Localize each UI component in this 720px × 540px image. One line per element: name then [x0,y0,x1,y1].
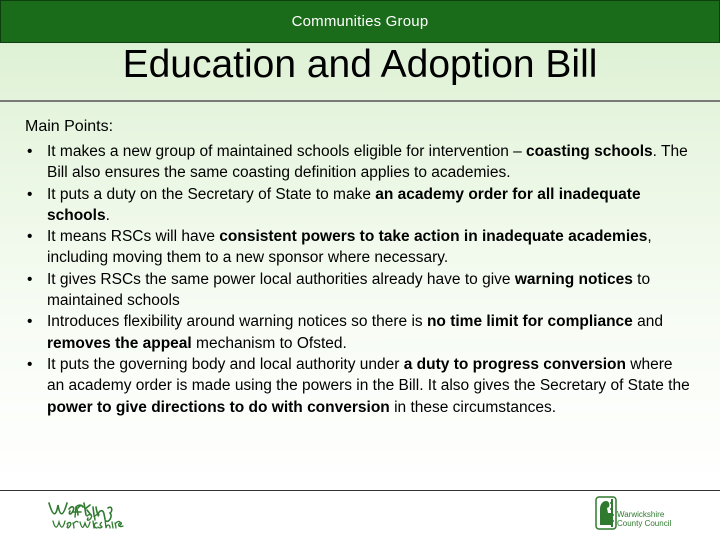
bullet-text: , including moving them to a new sponsor where necessary. [47,228,652,267]
bullet-text: . The Bill also ensures the same coasting definition applies to academies. [47,143,688,182]
bullet-text: It makes a new group of maintained schools eligible for intervention – [47,143,527,160]
bullet-point [25,311,690,354]
bullet-point [25,184,690,227]
council-name-line1: Warwickshire [617,510,665,519]
title-divider [0,100,720,102]
bullet-emphasis-text: an academy order for all inadequate schools [47,185,641,224]
bullet-emphasis-text: no time limit for compliance [426,313,633,331]
bullet-text: It puts the governing body and local authority under [47,355,404,373]
main-points-heading: Main Points: [25,118,114,135]
bullet-marker: • [27,228,33,246]
bullet-point [25,226,690,269]
bullet-marker: • [27,143,33,160]
slide-title: Education and Adoption Bill [122,43,598,86]
bullet-text: Introduces flexibility around warning notices so there is [47,313,427,331]
bullet-marker: • [27,313,33,331]
bullet-text: to maintained schools [47,270,651,310]
bullet-emphasis-text: coasting schools [526,143,653,160]
points-list [25,141,690,418]
bullet-marker: • [27,185,33,203]
council-name [617,510,671,528]
warwickshire-county-council-logo [595,495,617,536]
header-bar [0,0,720,43]
bullet-text: in these circumstances. [389,398,557,416]
bullet-emphasis-text: removes the appeal [47,334,192,352]
bullet-text: and [632,313,663,331]
left-logo-label: Working for Warwickshire [45,495,57,496]
bullet-emphasis-text: consistent powers to take action in inadequate academies [219,228,648,246]
bullet-point [25,141,690,184]
bullet-emphasis-text: power to give directions to do with conversion [47,398,390,416]
council-name-line2: County Council [617,519,672,528]
bullet-point [25,354,690,418]
working-for-warwickshire-logo-graphic [45,495,125,533]
bullet-point [25,269,690,312]
bullet-marker: • [27,270,33,288]
working-for-warwickshire-logo [45,495,125,538]
bullet-text: It puts a duty on the Secretary of State to make [47,185,376,203]
bullet-text: mechanism to Ofsted. [191,334,347,352]
header-text: Communities Group [291,13,429,30]
bullet-text: . [105,206,110,224]
bear-and-ragged-staff-icon [595,495,617,531]
bullet-text: It gives RSCs the same power local authorities already have to give [47,270,515,288]
bullet-text: It means RSCs will have [47,228,220,246]
bullet-text: where an academy order is made using the powers in the Bill. It also gives the Secretary of State the [47,355,690,395]
bullet-emphasis-text: warning notices [514,270,633,288]
bullet-marker: • [27,355,33,373]
bullet-emphasis-text: a duty to progress conversion [403,355,626,373]
